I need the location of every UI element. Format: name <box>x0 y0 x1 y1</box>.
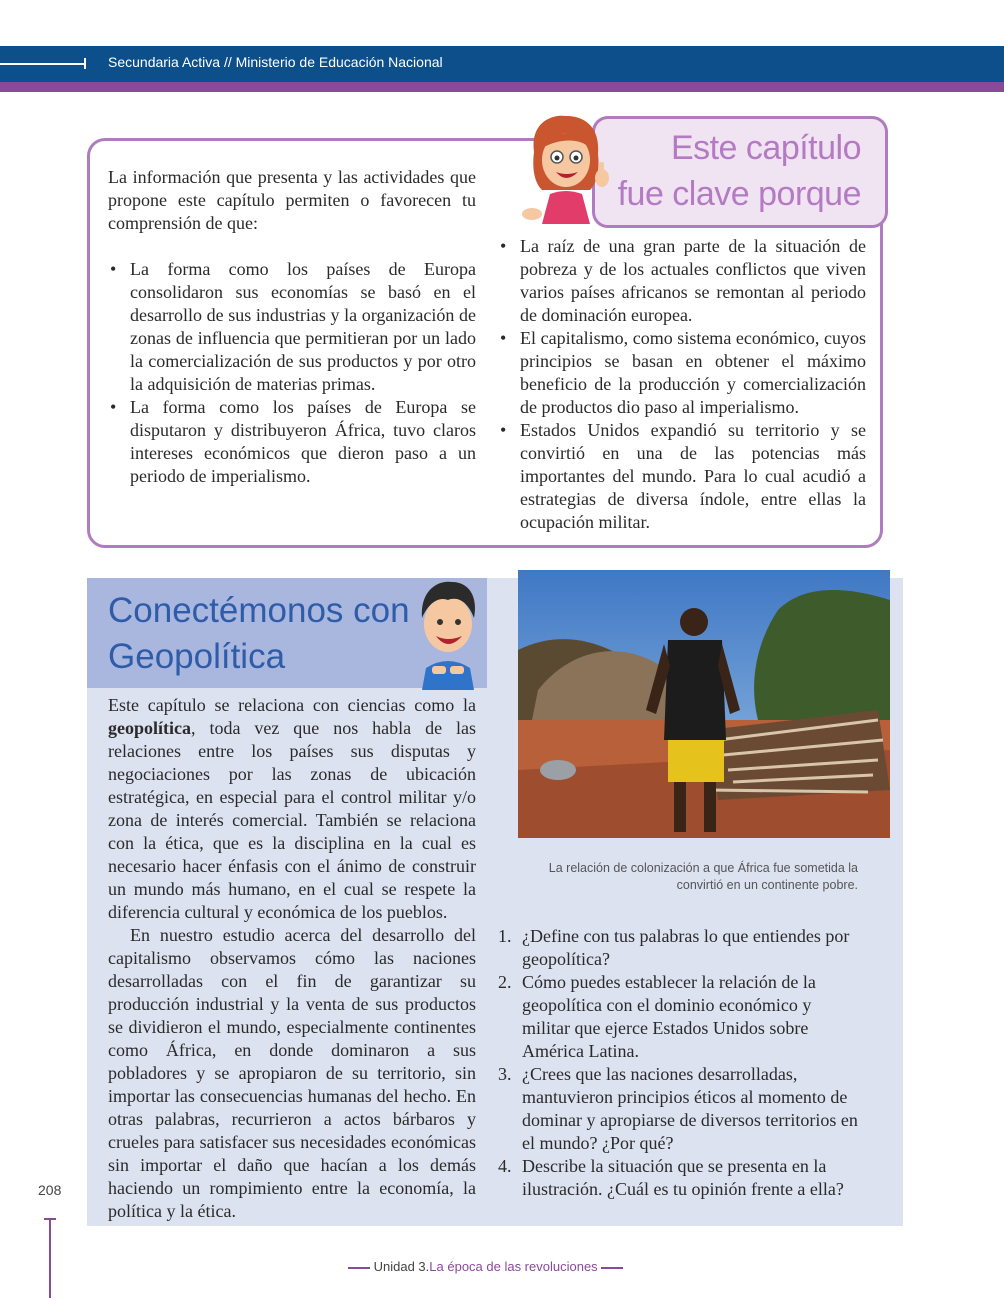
connect-p1-end: , toda vez que nos habla de las relaciones entre los países sus disputas y negociaciones por las zonas de ubicación estratégica, en especial para el control militar y/o zona de interés comercial. También se relaciona con la ética, que es la disciplina en la cual es necesario hacer énfasis con el ánimo de construir un mundo más humano, en el cual se respete la diferencia cultural y económica de los pueblos. <box>108 718 476 922</box>
bullet-item: • La forma como los países de Europa se disputaron y distribuyeron África, tuvo claros intereses económicos que dieron paso a un periodo de imperialismo. <box>108 396 476 488</box>
key-points-title-box <box>592 116 888 228</box>
footer-unit-title: La época de las revoluciones <box>429 1259 598 1274</box>
connect-paragraph-2: En nuestro estudio acerca del desarrollo del capitalismo observamos cómo las naciones desarrolladas con el fin de garantizar su producción industrial y la venta de sus productos se dividieron el mundo, especialmente continentes como África, en donde dominaron a sus pobladores y se apropiaron de su territorio, sin importar las consecuencias humanas del hecho. En otras palabras, recurrieron a actos bárbaros y crueles para satisfacer sus necesidades económicas sin importar el daño que hacían a los demás haciendo un rompimiento entre la economía, la política y la ética. <box>108 925 476 1221</box>
key-points-right-list <box>498 235 866 534</box>
key-points-left-list <box>108 258 476 488</box>
girl-character-illustration <box>520 112 612 230</box>
question-number: 2. <box>498 972 512 992</box>
africa-photo <box>518 570 890 838</box>
header-rule <box>0 63 86 65</box>
key-points-title-line2: fue clave porque <box>617 175 861 213</box>
header-rule-tick <box>84 58 86 69</box>
connect-p1-start: Este capítulo se relaciona con ciencias como la <box>108 695 476 715</box>
connect-title-line2: Geopolítica <box>108 637 286 676</box>
photo-caption: La relación de colonización a que África fue sometida la convirtió en un continente pobre. <box>548 861 858 892</box>
connect-paragraph-1 <box>108 694 476 924</box>
footer-unit <box>348 1259 623 1274</box>
question-item <box>498 971 858 1063</box>
question-number: 1. <box>498 926 512 946</box>
bullet-item: • La forma como los países de Europa consolidaron sus economías se basó en el desarrollo de sus industrias y la organización de zonas de influencia que permitieran por un lado la comercialización de sus productos y por otro la adquisición de materias primas. <box>108 258 476 396</box>
bullet-item: • Estados Unidos expandió su territorio y se convirtió en una de las potencias más importantes del mundo. Para lo cual acudió a estrategias de diversa índole, entre ellas la ocupación militar. <box>498 419 866 534</box>
question-text: Describe la situación que se presenta en la ilustración. ¿Cuál es tu opinión frente a ella? <box>522 1156 844 1199</box>
footer-rule-left <box>348 1267 370 1269</box>
bullet-item: • El capitalismo, como sistema económico, cuyos principios se basan en obtener el máximo beneficio de la producción y comercialización de productos dio paso al imperialismo. <box>498 327 866 419</box>
key-points-intro: La información que presenta y las actividades que propone este capítulo permiten o favorecen tu comprensión de que: <box>108 167 476 233</box>
margin-rule-tick <box>44 1218 56 1220</box>
connect-body <box>108 694 476 1223</box>
page-number: 208 <box>38 1182 62 1198</box>
footer-unit-label: Unidad 3. <box>373 1259 430 1274</box>
questions-list <box>498 925 858 1201</box>
connect-title <box>108 588 410 680</box>
geopolitica-term: geopolítica <box>108 718 191 738</box>
question-text: Cómo puedes establecer la relación de la geopolítica con el dominio económico y militar que ejerce Estados Unidos sobre América Latina. <box>522 972 816 1061</box>
question-item <box>498 1063 858 1155</box>
margin-rule <box>49 1218 51 1298</box>
header-accent-bar <box>0 82 1004 92</box>
connect-title-line1: Conectémonos con <box>108 591 410 630</box>
header-text: Secundaria Activa // Ministerio de Educación Nacional <box>108 54 443 70</box>
bullet-item: • La raíz de una gran parte de la situación de pobreza y de los actuales conflictos que viven varios países africanos se remontan al periodo de dominación europea. <box>498 235 866 327</box>
question-item <box>498 925 858 971</box>
key-points-title-line1: Este capítulo <box>670 129 861 167</box>
question-text: ¿Define con tus palabras lo que entiendes por geopolítica? <box>522 926 850 969</box>
question-text: ¿Crees que las naciones desarrolladas, mantuvieron principios éticos al momento de dominar y apropiarse de diversos territorios en el mundo? ¿Por qué? <box>522 1064 858 1153</box>
question-number: 3. <box>498 1064 512 1084</box>
question-number: 4. <box>498 1156 512 1176</box>
footer-rule-right <box>601 1267 623 1269</box>
question-item <box>498 1155 858 1201</box>
boy-character-illustration <box>408 572 488 690</box>
